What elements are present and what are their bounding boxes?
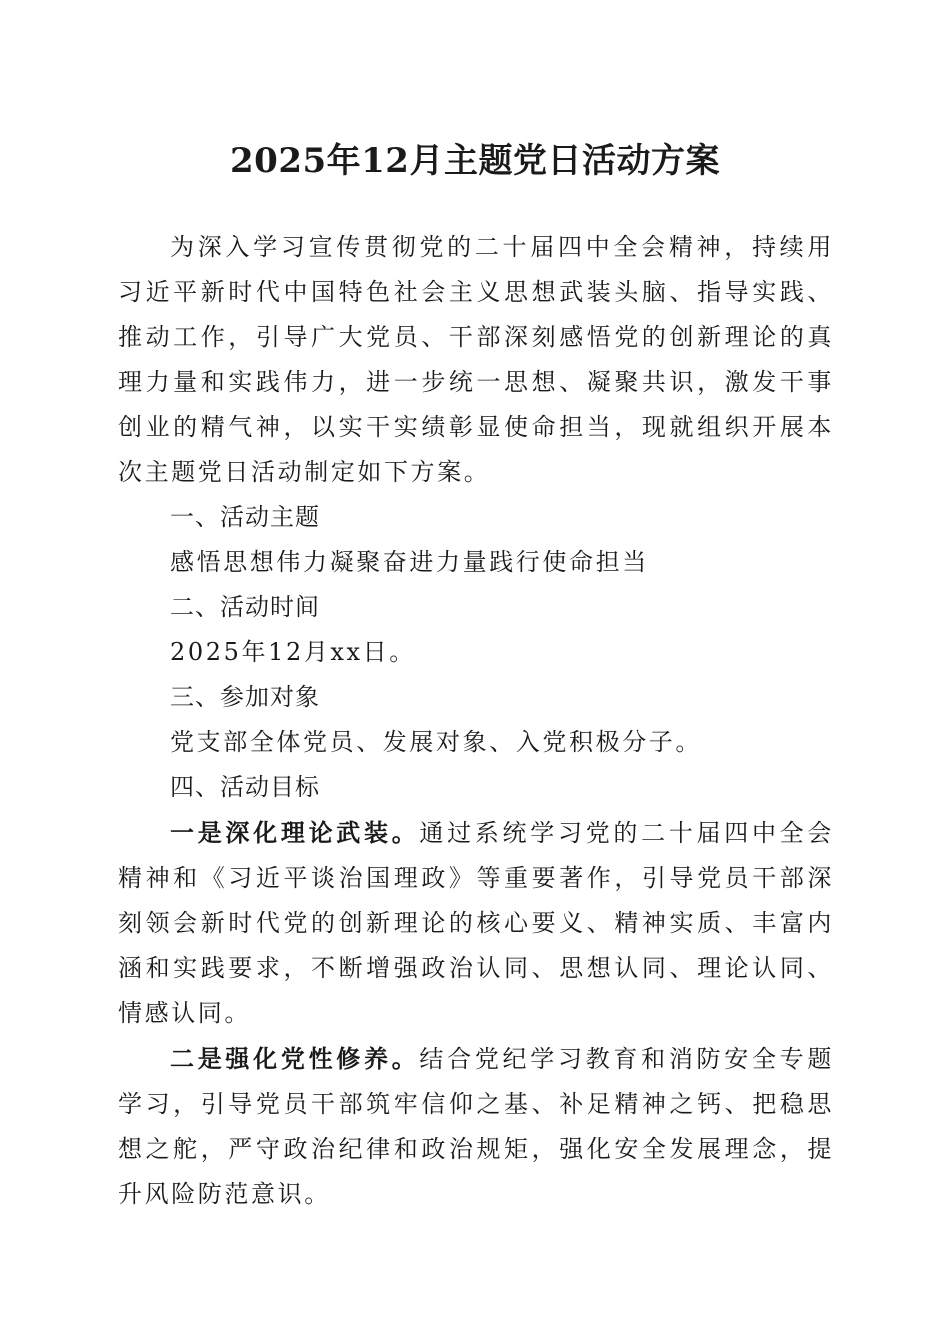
document-title: 2025年12月主题党日活动方案 bbox=[230, 141, 720, 181]
goal-lead-1: 一是深化理论武装。 bbox=[170, 818, 420, 847]
section-heading-participants: 三、参加对象 bbox=[170, 683, 320, 711]
goal-text-2: 结合党纪学习教育和消防安全专题学习，引导党员干部筑牢信仰之基、补足精神之钙、把稳思想之舵，严守政治纪律和政治规矩，强化安全发展理念，提升风险防范意识。 bbox=[118, 1045, 834, 1208]
goal-text-1: 通过系统学习党的二十届四中全会精神和《习近平谈治国理政》等重要著作，引导党员干部深刻领会新时代党的创新理论的核心要义、精神实质、丰富内涵和实践要求，不断增强政治认同、思想认同、理论认同、情感认同。 bbox=[118, 819, 834, 1027]
goal-lead-2: 二是强化党性修养。 bbox=[170, 1044, 420, 1073]
section-heading-theme: 一、活动主题 bbox=[170, 503, 320, 531]
intro-paragraph: 为深入学习宣传贯彻党的二十届四中全会精神，持续用习近平新时代中国特色社会主义思想武装头脑、指导实践、推动工作，引导广大党员、干部深刻感悟党的创新理论的真理力量和实践伟力，进一步统一思想、凝聚共识，激发干事创业的精气神，以实干实绩彰显使命担当，现就组织开展本次主题党日活动制定如下方案。 bbox=[118, 233, 834, 486]
section-text-theme: 感悟思想伟力凝聚奋进力量践行使命担当 bbox=[170, 548, 649, 576]
section-text-participants: 党支部全体党员、发展对象、入党积极分子。 bbox=[170, 728, 702, 756]
goal-paragraph-1 bbox=[118, 810, 834, 1036]
document-body bbox=[118, 225, 834, 1217]
section-text-time: 2025年12月xx日。 bbox=[170, 638, 416, 666]
section-heading-time: 二、活动时间 bbox=[170, 593, 320, 621]
section-heading-goals: 四、活动目标 bbox=[170, 773, 320, 801]
goal-paragraph-2 bbox=[118, 1036, 834, 1217]
